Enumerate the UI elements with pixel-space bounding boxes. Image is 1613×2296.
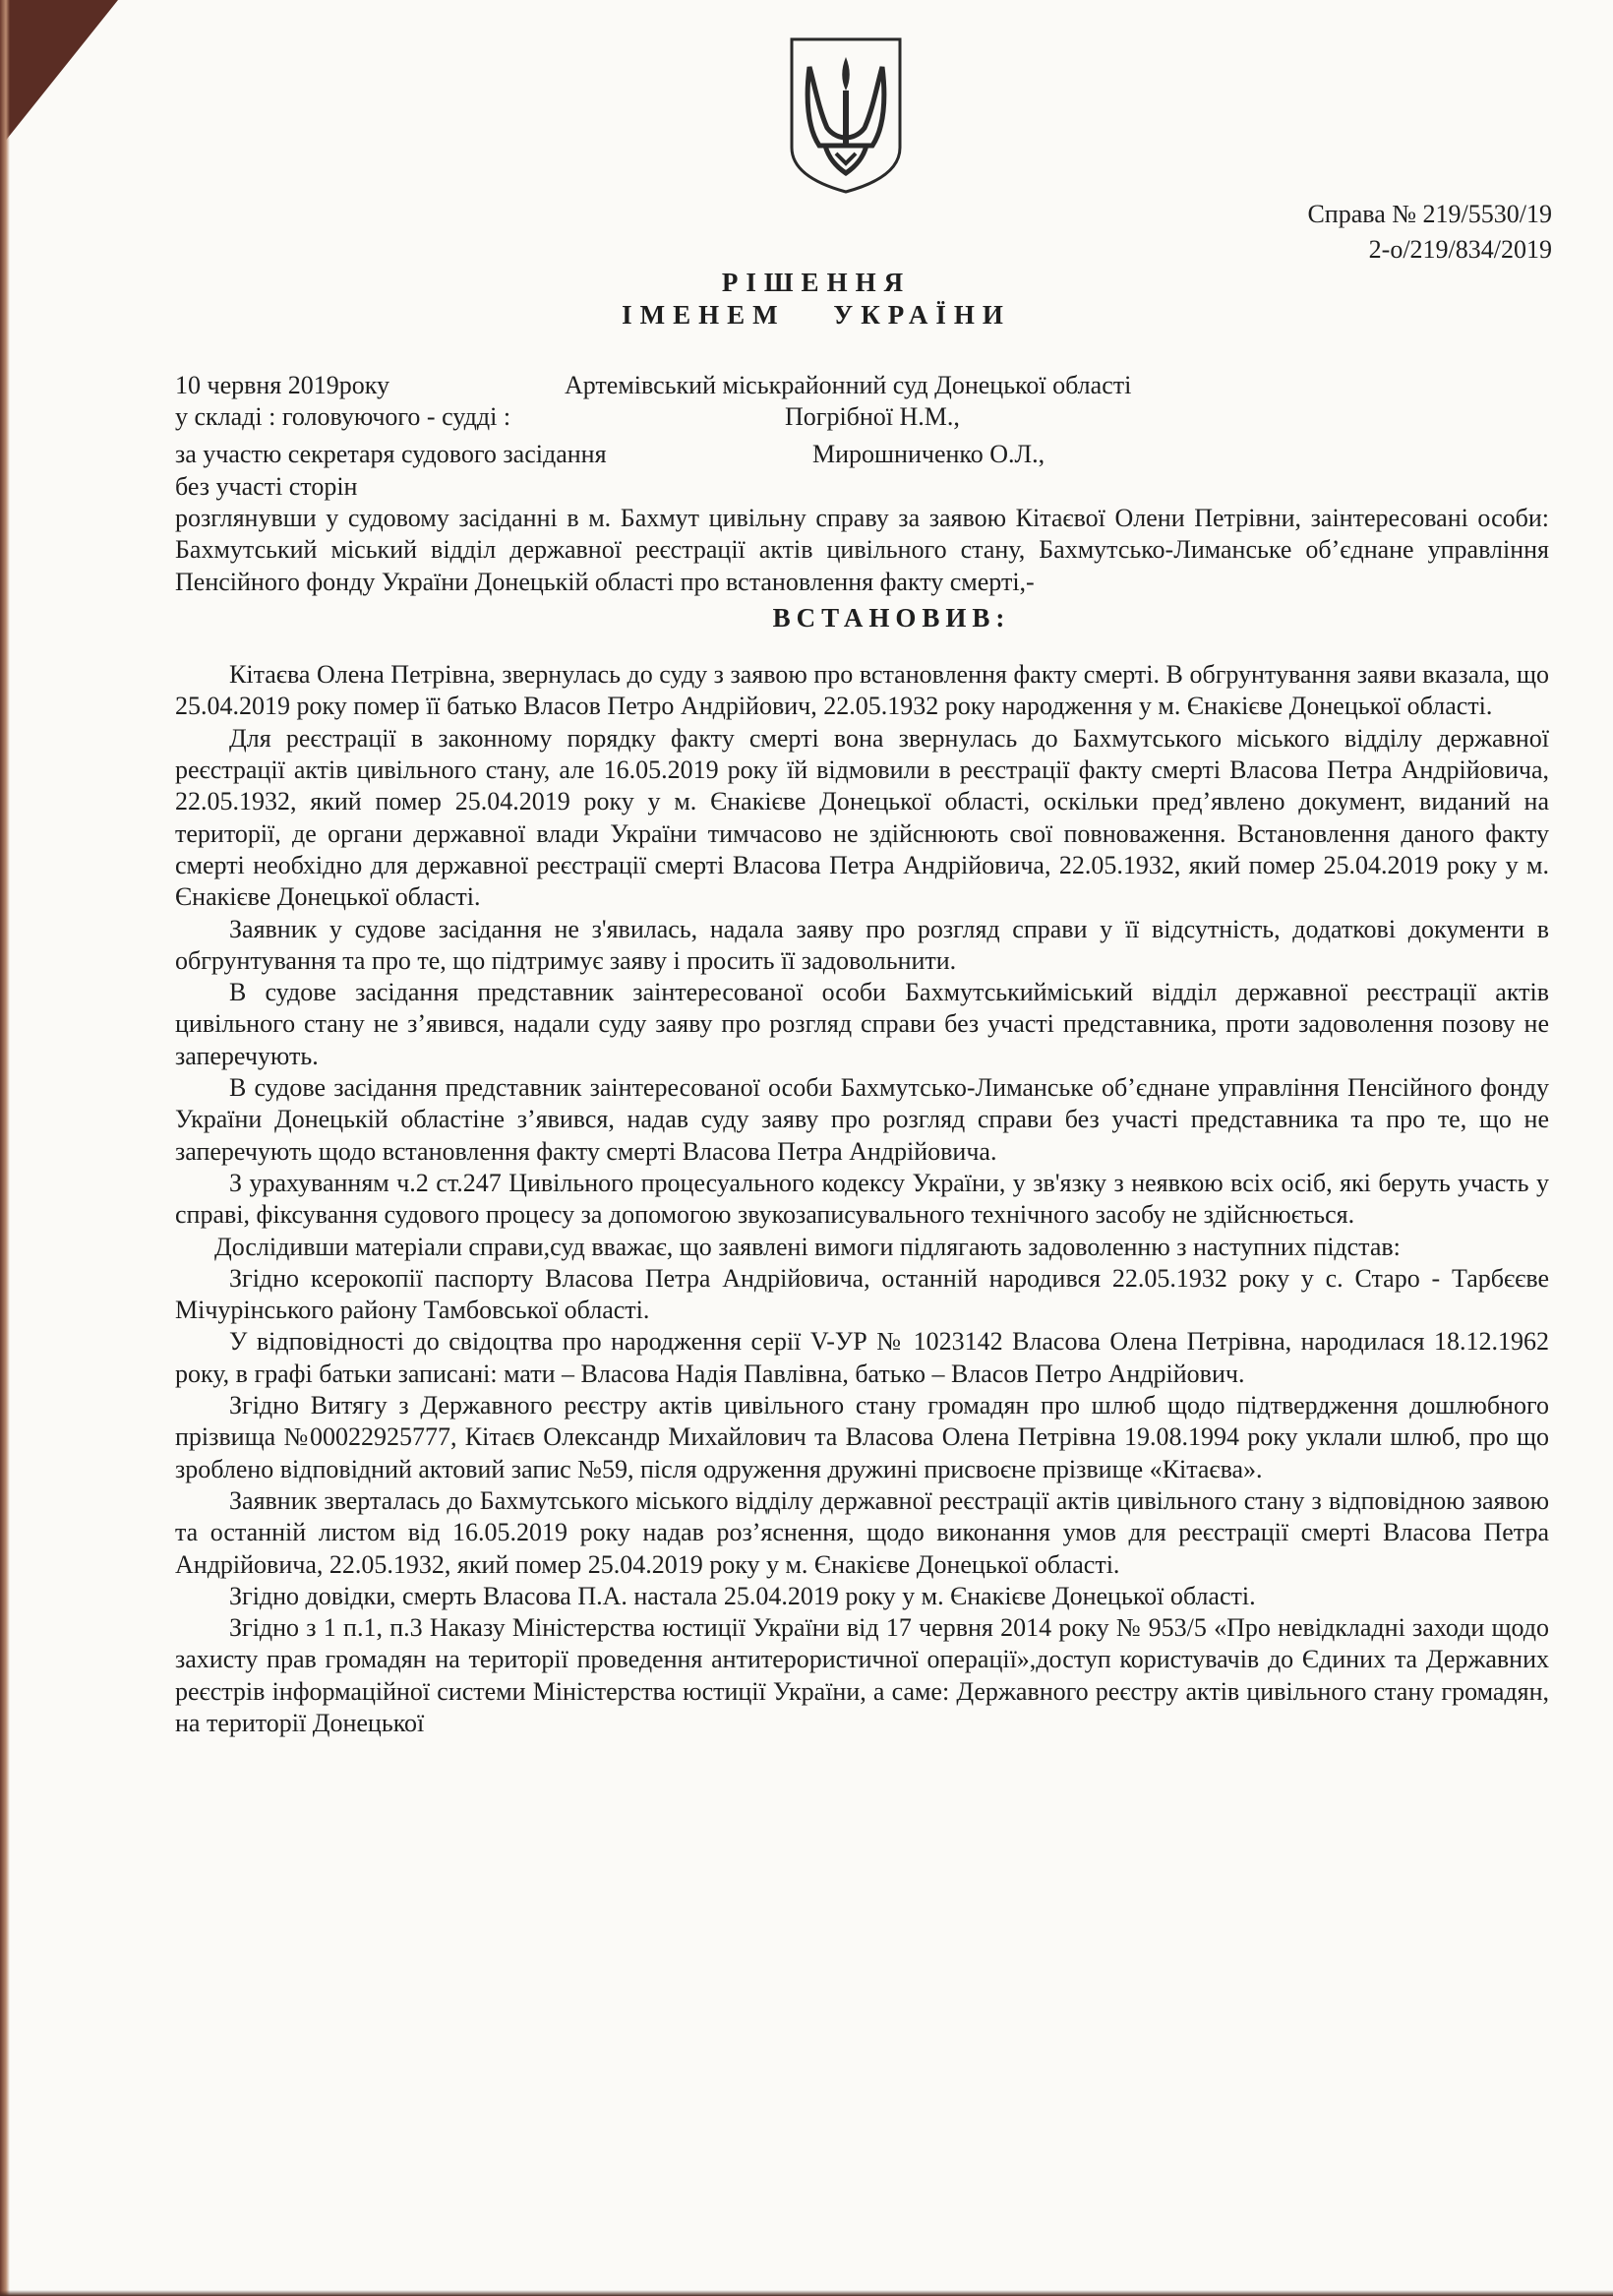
judge-name: Погрібної Н.М., bbox=[785, 402, 960, 431]
body-paragraph: З урахуванням ч.2 ст.247 Цивільного процесуального кодексу України, у зв'язку з неявкою всіх осіб, які беруть участь у справі, фіксування судового процесу за допомогою звукозаписувального технічного засобу не здійснюється. bbox=[175, 1168, 1549, 1230]
header-row-secretary bbox=[175, 439, 1045, 470]
parties-note: без участі сторін bbox=[175, 472, 358, 501]
body-paragraph: Згідно ксерокопії паспорту Власова Петра Андрійовича, останній народився 22.05.1932 року у с. Старо - Тарбєєве Мічурінського району Тамбовської області. bbox=[175, 1263, 1549, 1325]
body-paragraph: Заявник зверталась до Бахмутського міського відділу державної реєстрації актів цивільного стану з відповідною заявою та останній листом від 16.05.2019 року надав роз’яснення, щодо виконання умов для реєстрації смерті Власова Петра Андрійовича, 22.05.1932, який помер 25.04.2019 року у м. Єнакієве Донецької області. bbox=[175, 1485, 1549, 1579]
document-subtitle: ІМЕНЕМ УКРАЇНИ bbox=[622, 300, 1011, 330]
composition-label: у складі : головуючого - судді : bbox=[175, 402, 511, 431]
body-paragraph: Згідно довідки, смерть Власова П.А. настала 25.04.2019 року у м. Єнакієве Донецької області. bbox=[229, 1581, 1256, 1610]
decision-date: 10 червня 2019року bbox=[175, 371, 390, 399]
document-title: РІШЕННЯ bbox=[721, 268, 912, 297]
court-name: Артемівський міськрайонний суд Донецької області bbox=[565, 371, 1132, 399]
body-paragraph: Заявник у судове засідання не з'явилась, надала заяву про розгляд справи у її відсутність, додаткові документи в обгрунтування та про те, що підтримує заяву і просить її задовольнити. bbox=[175, 914, 1549, 975]
case-number: Справа № 219/5530/19 bbox=[1307, 200, 1552, 228]
body-paragraph: У відповідності до свідоцтва про народження серії V-УР № 1023142 Власова Олена Петрівна, народилася 18.12.1962 року, в графі батьки записані: мати – Власова Надія Павлівна, батько – Власов Петро Андрійович. bbox=[175, 1327, 1549, 1388]
body-paragraph: В судове засідання представник заінтересованої особи Бахмутськиймiський відділ державної реєстрації актів цивільного стану не з’явився, надали суду заяву про розгляд справи без участі представника, проти задоволення позову не заперечують. bbox=[175, 978, 1549, 1070]
secretary-label: за участю секретаря судового засідання bbox=[175, 440, 607, 468]
body-paragraph: Згідно з 1 п.1, п.3 Наказу Міністерства юстиції України від 17 червня 2014 року № 953/5 «Про невідкладні заходи щодо захисту прав громадян на території проведення антитерористичної операції»,доступ користувачів до Єдиних та Державних реєстрів інформаційної системи Міністерства юстиції України, а саме: Державного реєстру актів цивільного стану громадян, на території Донецької bbox=[175, 1613, 1549, 1737]
scan-left-edge bbox=[0, 0, 10, 2296]
body-paragraph: Згідно Витягу з Державного реєстру актів цивільного стану громадян про шлюб щодо підтвердження дошлюбного прізвища №00022925777, Кітаєв Олександр Михайлович та Власова Олена Петрівна 19.08.1994 року уклали шлюб, про що зроблено відповідний актовий запис №59, після одруження дружині присвоєне прізвище «Кітаєва». bbox=[175, 1391, 1549, 1483]
body-paragraph: Дослідивши матеріали справи,суд вважає, що заявлені вимоги підлягають задоволенню з наступних підстав: bbox=[214, 1232, 1401, 1261]
trident-coat-of-arms-icon bbox=[782, 30, 910, 197]
scan-bottom-edge bbox=[0, 2290, 1613, 2296]
secretary-name: Мирошниченко О.Л., bbox=[812, 440, 1045, 468]
header-row-date bbox=[175, 370, 1132, 401]
case-number-block bbox=[1307, 197, 1552, 268]
body-paragraph: Для реєстрації в законному порядку факту смерті вона звернулась до Бахмутського міського відділу державної реєстрації актів цивільного стану, але 16.05.2019 року їй відмовили в реєстрації факту смерті Власова Петра Андрійовича, 22.05.1932, який помер 25.04.2019 року у м. Єнакієве Донецької області, оскільки пред’явлено документ, виданий на території, де органи державної влади України тимчасово не здійснюють свої повноваження. Встановлення даного факту смерті необхідно для державної реєстрації смерті Власова Петра Андрійовича, 22.05.1932, який помер 25.04.2019 року у м. Єнакієве Донецької області. bbox=[175, 723, 1549, 912]
body-paragraph: Кітаєва Олена Петрівна, звернулась до суду з заявою про встановлення факту смерті. В обгрунтування заяви вказала, що 25.04.2019 року помер її батько Власов Петро Андрійович, 22.05.1932 року народження у м. Єнакієве Донецької області. bbox=[175, 660, 1549, 721]
header-row-parties bbox=[175, 471, 357, 503]
proceeding-number: 2-о/219/834/2019 bbox=[1368, 235, 1552, 264]
scan-corner-shadow bbox=[0, 0, 118, 148]
header-row-judge bbox=[175, 401, 960, 433]
document-body bbox=[175, 503, 1549, 1739]
body-paragraph: В судове засідання представник заінтересованої особи Бахмутсько-Лиманське об’єднане управління Пенсійного фонду України Донецькій областіне з’явився, надав суду заяву про розгляд справи без участі представника та про те, що не заперечують щодо встановлення факту смерті Власова Петра Андрійовича. bbox=[175, 1073, 1549, 1166]
intro-paragraph: розглянувши у судовому засіданні в м. Бахмут цивільну справу за заявою Кітаєвої Олени Петрівни, заінтересовані особи: Бахмутський міський відділ державної реєстрації актів цивільного стану, Бахмутсько-Лиманське об’єднане управління Пенсійного фонду України Донецькій області про встановлення факту смерті,- bbox=[175, 504, 1549, 596]
section-heading: ВСТАНОВИВ: bbox=[772, 602, 1011, 633]
